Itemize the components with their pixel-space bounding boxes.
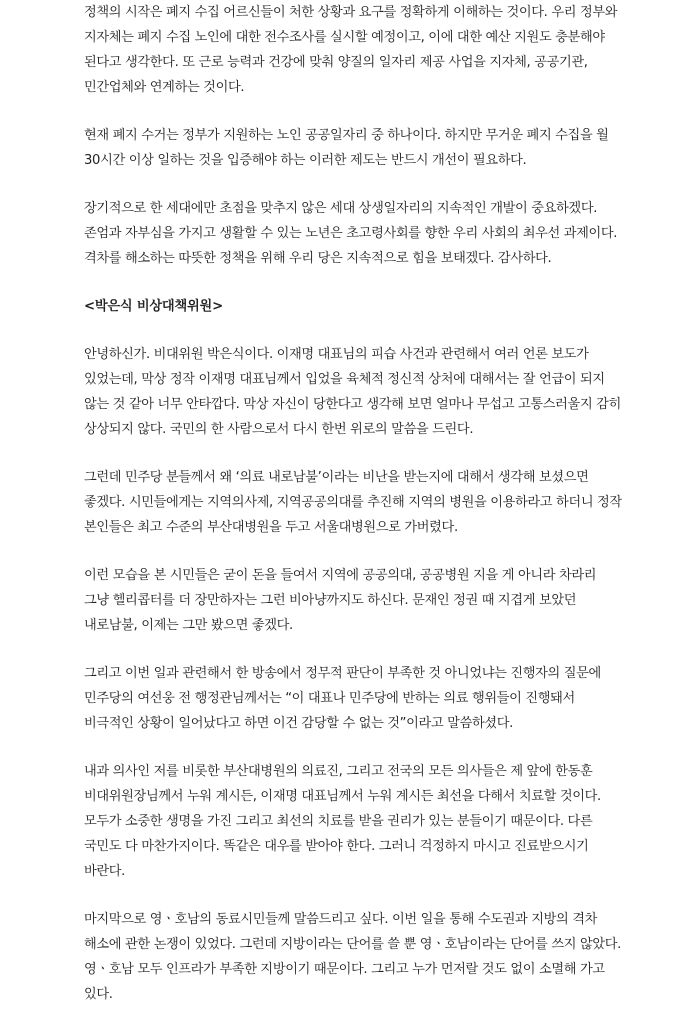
paragraph-policy-start: 정책의 시작은 폐지 수집 어르신들이 처한 상황과 요구를 정확하게 이해하는 것이다. 우리 정부와 지자체는 폐지 수집 노인에 대한 전수조사를 실시할 예정이고, 이에 대한 예산 지원도 충분해야 된다고 생각한다. 또 근로 능력과 건강에 맞춰 양질의 일자리 제공 사업을 지자체, 공공기관, 민간업체와 연계하는 것이다. xyxy=(84,5,618,95)
paragraph-broadcast: 그리고 이번 일과 관련해서 한 방송에서 정무적 판단이 부족한 것 아니었냐는 진행자의 질문에 민주당의 여선웅 전 행정관님께서는 “이 대표나 민주당에 반하는 의료 행위들이 진행돼서 비극적인 상황이 일어났다고 하면 이건 감당할 수 없는 것”이라고 말씀하셨다. xyxy=(84,666,601,731)
document-page xyxy=(84,0,624,1030)
paragraph-doctors: 내과 의사인 저를 비롯한 부산대병원의 의료진, 그리고 전국의 모든 의사들은 제 앞에 한동훈 비대위원장님께서 누워 계시든, 이재명 대표님께서 누워 계시든 최선을 다해서 치료할 것이다. 모두가 소중한 생명을 가진 그리고 최선의 치료를 받을 권리가 있는 분들이기 때문이다. 다른 국민도 다 마찬가지이다. 똑같은 대우를 받아야 한다. 그러니 걱정하지 마시고 진료받으시기 바란다. xyxy=(84,764,601,879)
paragraph-paper-collection: 현재 폐지 수거는 정부가 지원하는 노인 공공일자리 중 하나이다. 하지만 무거운 폐지 수집을 월 30시간 이상 일하는 것을 입증해야 하는 이러한 제도는 반드시 개선이 필요하다. xyxy=(84,128,609,168)
section-heading: <박은식 비상대책위원> xyxy=(84,299,223,314)
paragraph-greeting: 안녕하신가. 비대위원 박은식이다. 이재명 대표님의 피습 사건과 관련해서 여러 언론 보도가 있었는데, 막상 정작 이재명 대표님께서 입었을 육체적 정신적 상처에 대해서는 잘 언급이 되지 않는 것 같아 너무 안타깝다. 막상 자신이 당한다고 생각해 보면 얼마나 무섭고 고통스러울지 감히 상상되지 않다. 국민의 한 사람으로서 다시 한번 위로의 말씀을 드린다. xyxy=(84,347,621,437)
paragraph-yeong-honam: 마지막으로 영ㆍ호남의 동료시민들께 말씀드리고 싶다. 이번 일을 통해 수도권과 지방의 격차 해소에 관한 논쟁이 있었다. 그런데 지방이라는 단어를 쓸 뿐 영ㆍ호남이라는 단어를 쓰지 않았다. 영ㆍ호남 모두 인프라가 부족한 지방이기 때문이다. 그리고 누가 먼저랄 것도 없이 소멸해 가고 있다. xyxy=(84,912,621,1002)
paragraph-long-term: 장기적으로 한 세대에만 초점을 맞추지 않은 세대 상생일자리의 지속적인 개발이 중요하겠다. 존엄과 자부심을 가지고 생활할 수 있는 노년은 초고령사회를 향한 우리 사회의 최우선 과제이다. 격차를 해소하는 따뜻한 정책을 위해 우리 당은 지속적으로 힘을 보태겠다. 감사하다. xyxy=(84,201,618,266)
paragraph-medical-naeronambul: 그런데 민주당 분들께서 왜 ‘의료 내로남불’이라는 비난을 받는지에 대해서 생각해 보셨으면 좋겠다. 시민들에게는 지역의사제, 지역공공의대를 추진해 지역의 병원을 이용하라고 하더니 정작 본인들은 최고 수준의 부산대병원을 두고 서울대병원으로 가버렸다. xyxy=(84,470,622,535)
paragraph-helicopter: 이런 모습을 본 시민들은 굳이 돈을 들여서 지역에 공공의대, 공공병원 지을 게 아니라 차라리 그냥 헬리콥터를 더 장만하자는 그런 비아냥까지도 하신다. 문재인 정권 때 지겹게 보았던 내로남불, 이제는 그만 봤으면 좋겠다. xyxy=(84,568,597,633)
